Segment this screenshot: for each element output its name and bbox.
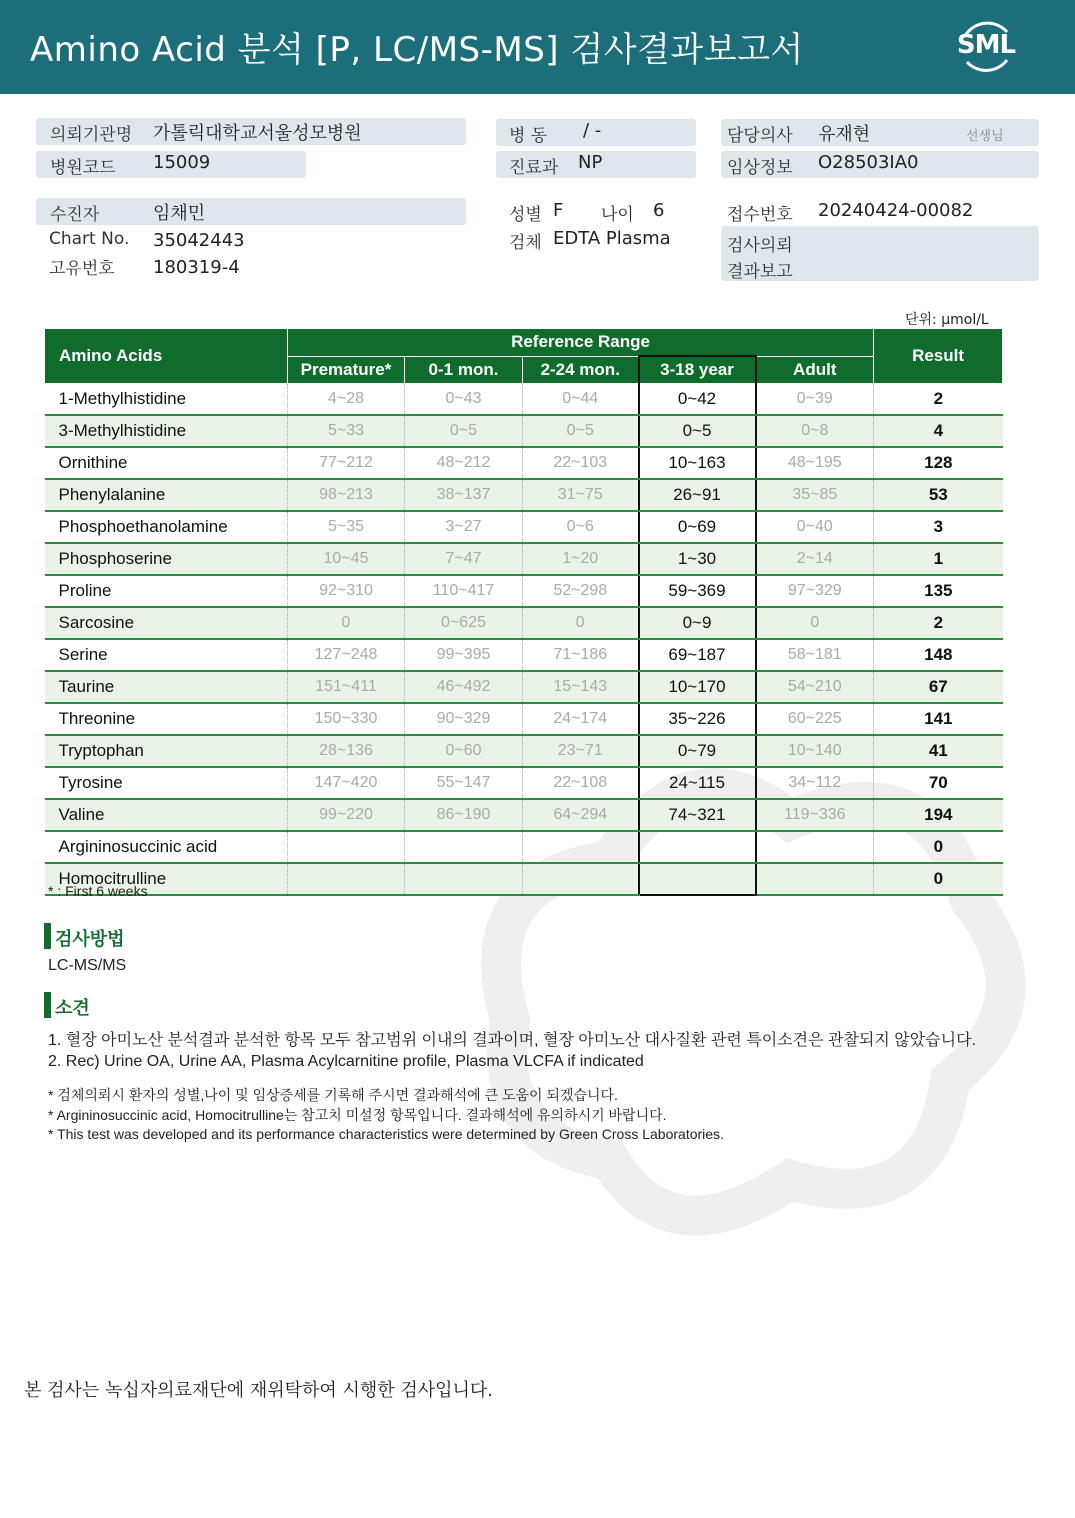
ref-adult: 60~225 (756, 703, 874, 735)
hospital-value: 가톨릭대학교서울성모병원 (153, 123, 362, 144)
table-row (45, 671, 1003, 703)
age-value: 6 (653, 200, 665, 221)
method-marker (44, 923, 51, 949)
logo-text: SML (956, 30, 1016, 60)
dept-label: 진료과 (509, 158, 559, 178)
ref-adult: 0 (756, 607, 874, 639)
hospital-code-value: 15009 (153, 152, 211, 173)
ref-adult (756, 831, 874, 863)
ref-adult: 58~181 (756, 639, 874, 671)
col-3-18-year: 3-18 year (639, 356, 756, 384)
patient-bar (36, 198, 466, 225)
result-value: 4 (874, 415, 1003, 447)
result-value: 1 (874, 543, 1003, 575)
table-row (45, 543, 1003, 575)
table-footnote: * : First 6 weeks (48, 883, 148, 899)
ref-adult: 54~210 (756, 671, 874, 703)
result-value: 135 (874, 575, 1003, 607)
amino-acid-name: 3-Methylhistidine (45, 415, 288, 447)
ref-premature: 151~411 (288, 671, 405, 703)
ref-adult: 34~112 (756, 767, 874, 799)
chart-no-value: 35042443 (153, 230, 245, 251)
col-result: Result (874, 329, 1003, 384)
ref-adult: 35~85 (756, 479, 874, 511)
table-row (45, 575, 1003, 607)
doctor-value: 유재현 (818, 124, 871, 145)
amino-acid-name: Argininosuccinic acid (45, 831, 288, 863)
result-value: 70 (874, 767, 1003, 799)
ref-0-1-mon: 99~395 (405, 639, 523, 671)
result-value: 2 (874, 607, 1003, 639)
result-value: 0 (874, 863, 1003, 895)
ref-0-1-mon (405, 863, 523, 895)
ref-2-24-mon: 0~5 (523, 415, 639, 447)
sex-label: 성별 (509, 205, 542, 225)
ref-premature (288, 863, 405, 895)
specimen-value: EDTA Plasma (553, 228, 671, 249)
amino-acid-name: Sarcosine (45, 607, 288, 639)
amino-acid-name: Homocitrulline (45, 863, 288, 895)
ref-premature (288, 831, 405, 863)
ref-0-1-mon: 3~27 (405, 511, 523, 543)
amino-acid-name: Threonine (45, 703, 288, 735)
patient-value: 임채민 (153, 203, 206, 224)
ward-value: / - (583, 120, 602, 141)
unique-id-label: 고유번호 (49, 259, 115, 279)
specimen-label: 검체 (509, 233, 542, 253)
amino-acid-name: Proline (45, 575, 288, 607)
amino-acid-name: Phosphoethanolamine (45, 511, 288, 543)
result-value: 2 (874, 384, 1003, 416)
ref-premature: 0 (288, 607, 405, 639)
ref-adult: 0~40 (756, 511, 874, 543)
table-row (45, 735, 1003, 767)
ref-adult: 0~39 (756, 384, 874, 416)
table-row (45, 767, 1003, 799)
ref-premature: 5~35 (288, 511, 405, 543)
ref-3-18-year: 10~163 (639, 447, 756, 479)
table-row (45, 415, 1003, 447)
amino-acid-name: Taurine (45, 671, 288, 703)
ref-3-18-year (639, 831, 756, 863)
ref-0-1-mon: 90~329 (405, 703, 523, 735)
col-0-1-mon: 0-1 mon. (405, 356, 523, 384)
doctor-label: 담당의사 (727, 126, 793, 146)
table-row (45, 607, 1003, 639)
unique-id-value: 180319-4 (153, 257, 240, 278)
table-row (45, 863, 1003, 895)
ref-0-1-mon: 0~5 (405, 415, 523, 447)
amino-acid-name: Tryptophan (45, 735, 288, 767)
ref-2-24-mon: 0~6 (523, 511, 639, 543)
ref-2-24-mon: 31~75 (523, 479, 639, 511)
amino-acid-name: Tyrosine (45, 767, 288, 799)
result-value: 3 (874, 511, 1003, 543)
ref-3-18-year: 74~321 (639, 799, 756, 831)
ref-3-18-year: 24~115 (639, 767, 756, 799)
ref-2-24-mon: 23~71 (523, 735, 639, 767)
ref-premature: 5~33 (288, 415, 405, 447)
ref-3-18-year: 0~69 (639, 511, 756, 543)
ref-0-1-mon: 86~190 (405, 799, 523, 831)
amino-acid-name: Phosphoserine (45, 543, 288, 575)
ref-2-24-mon: 0 (523, 607, 639, 639)
ref-2-24-mon (523, 831, 639, 863)
ref-premature: 92~310 (288, 575, 405, 607)
result-value: 41 (874, 735, 1003, 767)
method-title: 검사방법 (55, 929, 125, 950)
ref-premature: 10~45 (288, 543, 405, 575)
chart-no-label: Chart No. (49, 229, 130, 249)
sex-value: F (553, 200, 564, 221)
ref-adult: 10~140 (756, 735, 874, 767)
method-text: LC-MS/MS (48, 957, 127, 974)
ref-adult (756, 863, 874, 895)
sml-logo (955, 16, 1017, 78)
result-value: 141 (874, 703, 1003, 735)
note-line-2: * Argininosuccinic acid, Homocitrulline는 참고치 미설정 항목입니다. 결과해석에 유의하시기 바랍니다. (48, 1107, 667, 1123)
findings-marker (44, 992, 51, 1018)
ref-3-18-year: 59~369 (639, 575, 756, 607)
ref-premature: 127~248 (288, 639, 405, 671)
ref-3-18-year (639, 863, 756, 895)
request-label: 검사의뢰 (727, 236, 793, 256)
hospital-code-label: 병원코드 (50, 158, 116, 178)
ref-2-24-mon: 52~298 (523, 575, 639, 607)
dept-value: NP (578, 152, 603, 173)
amino-acid-name: Ornithine (45, 447, 288, 479)
amino-acid-name: Phenylalanine (45, 479, 288, 511)
note-line-3: * This test was developed and its performance characteristics were determined by Green Cross Laboratories. (48, 1126, 724, 1142)
patient-label: 수진자 (50, 205, 100, 225)
amino-acid-name: 1-Methylhistidine (45, 384, 288, 416)
ref-2-24-mon: 24~174 (523, 703, 639, 735)
clinical-value: O28503IA0 (818, 152, 919, 173)
ref-premature: 147~420 (288, 767, 405, 799)
ward-label: 병 동 (509, 126, 548, 146)
result-value: 194 (874, 799, 1003, 831)
result-value: 0 (874, 831, 1003, 863)
ref-2-24-mon: 64~294 (523, 799, 639, 831)
ref-adult: 97~329 (756, 575, 874, 607)
ref-3-18-year: 0~9 (639, 607, 756, 639)
table-row (45, 384, 1003, 416)
amino-acid-name: Valine (45, 799, 288, 831)
ref-0-1-mon: 0~625 (405, 607, 523, 639)
finding-line-1: 1. 혈장 아미노산 분석결과 분석한 항목 모두 참고범위 이내의 결과이며, 혈장 아미노산 대사질환 관련 특이소견은 관찰되지 않았습니다. (48, 1032, 976, 1049)
ref-3-18-year: 0~42 (639, 384, 756, 416)
clinical-label: 임상정보 (727, 158, 793, 178)
ref-premature: 98~213 (288, 479, 405, 511)
findings-title: 소견 (55, 998, 90, 1019)
ref-3-18-year: 0~79 (639, 735, 756, 767)
ref-2-24-mon: 22~108 (523, 767, 639, 799)
result-value: 67 (874, 671, 1003, 703)
result-value: 148 (874, 639, 1003, 671)
ref-3-18-year: 69~187 (639, 639, 756, 671)
ref-2-24-mon: 0~44 (523, 384, 639, 416)
ref-0-1-mon: 46~492 (405, 671, 523, 703)
amino-acid-name: Serine (45, 639, 288, 671)
table-row (45, 703, 1003, 735)
age-label: 나이 (601, 205, 634, 225)
table-body (45, 384, 1003, 896)
report-header (0, 0, 1075, 94)
ref-2-24-mon: 71~186 (523, 639, 639, 671)
col-amino-acids: Amino Acids (45, 329, 288, 384)
ref-0-1-mon: 7~47 (405, 543, 523, 575)
ref-premature: 4~28 (288, 384, 405, 416)
ref-0-1-mon: 0~60 (405, 735, 523, 767)
report-title: Amino Acid 분석 [P, LC/MS-MS] 검사결과보고서 (30, 30, 804, 70)
ref-premature: 77~212 (288, 447, 405, 479)
ref-3-18-year: 26~91 (639, 479, 756, 511)
ref-premature: 28~136 (288, 735, 405, 767)
ref-adult: 48~195 (756, 447, 874, 479)
col-2-24-mon: 2-24 mon. (523, 356, 639, 384)
result-value: 53 (874, 479, 1003, 511)
ref-adult: 119~336 (756, 799, 874, 831)
col-premature: Premature* (288, 356, 405, 384)
amino-acid-table (44, 328, 1003, 896)
ref-adult: 2~14 (756, 543, 874, 575)
ref-2-24-mon: 22~103 (523, 447, 639, 479)
ref-2-24-mon: 15~143 (523, 671, 639, 703)
doctor-suffix: 선생님 (966, 129, 1004, 144)
report-label: 결과보고 (727, 262, 793, 282)
ref-0-1-mon: 110~417 (405, 575, 523, 607)
table-row (45, 639, 1003, 671)
ref-premature: 99~220 (288, 799, 405, 831)
ref-0-1-mon: 55~147 (405, 767, 523, 799)
table-row (45, 479, 1003, 511)
ref-3-18-year: 10~170 (639, 671, 756, 703)
outsourcing-statement: 본 검사는 녹십자의료재단에 재위탁하여 시행한 검사입니다. (24, 1380, 494, 1401)
ref-premature: 150~330 (288, 703, 405, 735)
ref-3-18-year: 1~30 (639, 543, 756, 575)
ref-adult: 0~8 (756, 415, 874, 447)
col-reference-range: Reference Range (288, 329, 874, 357)
unit-label: 단위: μmol/L (905, 312, 989, 328)
ref-0-1-mon: 48~212 (405, 447, 523, 479)
note-line-1: * 검체의뢰시 환자의 성별,나이 및 임상증세를 기록해 주시면 결과해석에 큰 도움이 되겠습니다. (48, 1087, 618, 1103)
table-row (45, 831, 1003, 863)
receipt-label: 접수번호 (727, 205, 793, 225)
ref-0-1-mon: 38~137 (405, 479, 523, 511)
ref-2-24-mon: 1~20 (523, 543, 639, 575)
ref-0-1-mon: 0~43 (405, 384, 523, 416)
table-row (45, 447, 1003, 479)
ref-0-1-mon (405, 831, 523, 863)
col-adult: Adult (756, 356, 874, 384)
result-value: 128 (874, 447, 1003, 479)
finding-line-2: 2. Rec) Urine OA, Urine AA, Plasma Acylcarnitine profile, Plasma VLCFA if indicated (48, 1053, 644, 1070)
hospital-label: 의뢰기관명 (50, 125, 133, 145)
ref-3-18-year: 35~226 (639, 703, 756, 735)
receipt-value: 20240424-00082 (818, 200, 974, 221)
table-row (45, 511, 1003, 543)
ref-2-24-mon (523, 863, 639, 895)
table-row (45, 799, 1003, 831)
ref-3-18-year: 0~5 (639, 415, 756, 447)
